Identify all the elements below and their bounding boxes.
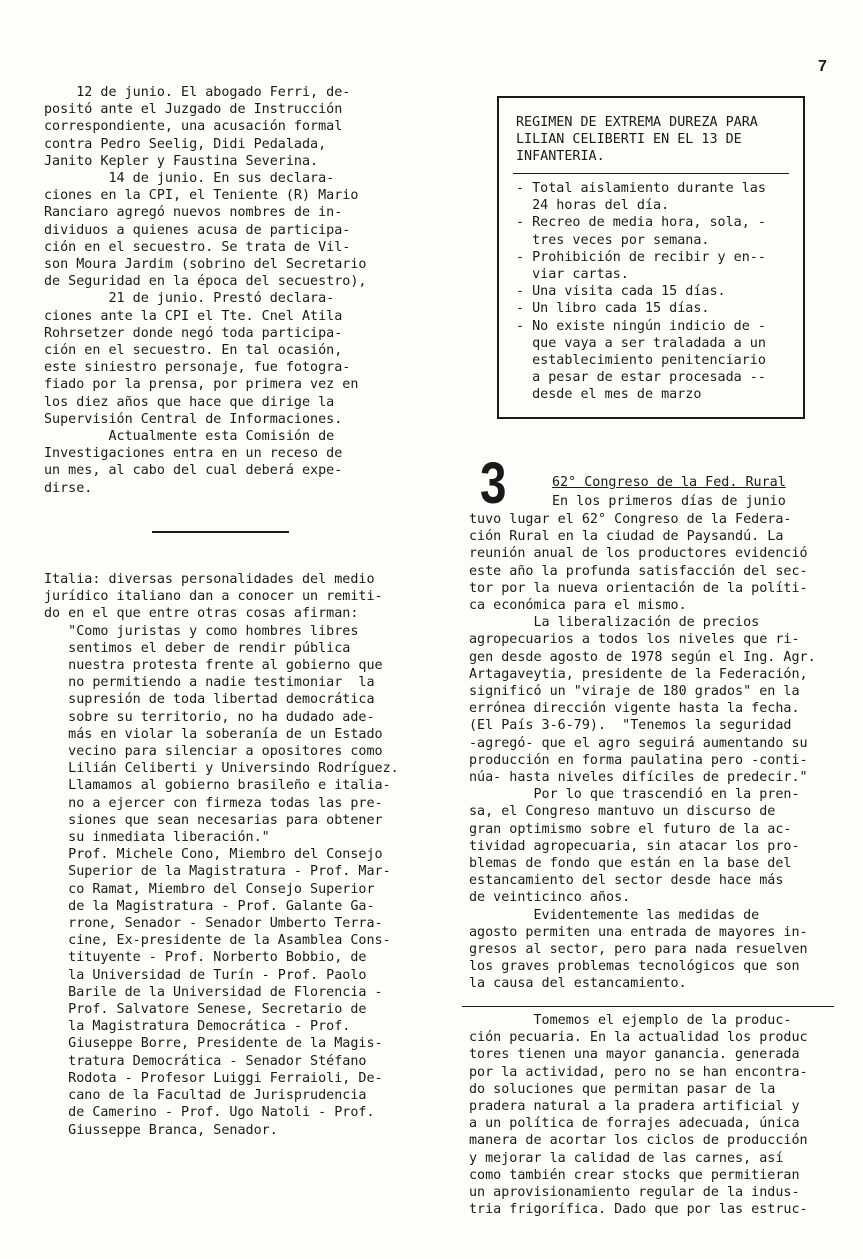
text-line: contra Pedro Seelig, Didi Pedalada, bbox=[44, 136, 327, 152]
text-line: nuestra protesta frente al gobierno que bbox=[44, 658, 383, 674]
text-line: "Como juristas y como hombres libres bbox=[44, 623, 359, 639]
text-line: de Seguridad en la época del secuestro), bbox=[44, 274, 367, 290]
text-line: Giuseppe Borre, Presidente de la Magis- bbox=[44, 1036, 383, 1052]
text-line: Evidentemente las medidas de bbox=[469, 907, 760, 923]
text-line: Rohrsetzer donde negó toda participa- bbox=[44, 325, 343, 341]
text-line: no a ejercer con firmeza todas las pre- bbox=[44, 795, 383, 811]
text-line: Superior de la Magistratura - Prof. Mar- bbox=[44, 864, 391, 880]
text-line: - Un libro cada 15 días. bbox=[516, 301, 710, 317]
text-line: errónea dirección vigente hasta la fecha. bbox=[469, 701, 800, 717]
text-line: vecino para silenciar a opositores como bbox=[44, 744, 383, 760]
text-line: co Ramat, Miembro del Consejo Superior bbox=[44, 881, 375, 897]
text-line: tividad agropecuaria, sin atacar los pro- bbox=[469, 838, 800, 854]
text-line: reunión anual de los productores evidenció bbox=[469, 546, 808, 562]
section-first-line: En los primeros días de junio bbox=[552, 494, 786, 509]
text-line: fiado por la prensa, por primera vez en bbox=[44, 377, 359, 393]
text-line: Giusseppe Branca, Senador. bbox=[44, 1122, 278, 1138]
text-line: La liberalización de precios bbox=[469, 615, 760, 631]
livestock-article-text bbox=[469, 1012, 808, 1218]
text-line: REGIMEN DE EXTREMA DUREZA PARA bbox=[516, 115, 758, 130]
text-line: pradera natural a la pradera artificial y bbox=[469, 1099, 800, 1115]
detention-regime-box bbox=[497, 96, 805, 419]
text-line: como también crear stocks que permitieran bbox=[469, 1167, 800, 1183]
text-line: un aprovisionamiento regular de la indus- bbox=[469, 1185, 800, 1201]
text-line: viar cartas. bbox=[516, 267, 629, 283]
text-line: dividuos a quienes acusa de participa- bbox=[44, 222, 351, 238]
text-line: núa- hasta niveles difíciles de predecir." bbox=[469, 770, 808, 786]
text-line: por la actividad, pero no se han encontra- bbox=[469, 1064, 808, 1080]
text-line: de la Magistratura - Prof. Galante Ga- bbox=[44, 898, 375, 914]
text-line: agropecuarios a todos los niveles que ri- bbox=[469, 632, 800, 648]
text-line: Barile de la Universidad de Florencia - bbox=[44, 984, 383, 1000]
text-line: Prof. Salvatore Senese, Secretario de bbox=[44, 1002, 367, 1018]
box-title-rule bbox=[513, 173, 789, 174]
text-line: ciones en la CPI, el Teniente (R) Mario bbox=[44, 188, 359, 204]
text-line: la Magistratura Democrática - Prof. bbox=[44, 1019, 351, 1035]
text-line: tres veces por semana. bbox=[516, 232, 710, 248]
text-line: ción en el secuestro. En tal ocasión, bbox=[44, 343, 343, 359]
text-line: INFANTERIA. bbox=[516, 149, 605, 165]
text-line: (El País 3-6-79). "Tenemos la seguridad bbox=[469, 718, 792, 734]
text-line: 24 horas del día. bbox=[516, 198, 670, 214]
text-line: -agregó- que el agro seguirá aumentando su bbox=[469, 735, 808, 751]
text-line: Actualmente esta Comisión de bbox=[44, 429, 335, 445]
text-line: do soluciones que permitan pasar de la bbox=[469, 1081, 776, 1097]
text-line: tituyente - Prof. Norberto Bobbio, de bbox=[44, 950, 367, 966]
text-line: de Camerino - Prof. Ugo Natoli - Prof. bbox=[44, 1105, 375, 1121]
text-line: supresión de toda libertad democrática bbox=[44, 692, 375, 708]
text-line: Artagaveytia, presidente de la Federación, bbox=[469, 666, 808, 682]
text-line: no permitiendo a nadie testimoniar la bbox=[44, 675, 375, 691]
text-line: siones que sean necesarias para obtener bbox=[44, 812, 383, 828]
box-item-list bbox=[516, 180, 766, 404]
text-line: a un política de forrajes adecuada, única bbox=[469, 1116, 800, 1132]
text-line: jurídico italiano dan a conocer un remiti- bbox=[44, 589, 383, 605]
text-line: los graves problemas tecnológicos que son bbox=[469, 959, 800, 975]
text-line: sobre su territorio, no ha dudado ade- bbox=[44, 709, 375, 725]
text-line: ción Rural en la ciudad de Paysandú. La bbox=[469, 529, 784, 545]
text-line: ción pecuaria. En la actualidad los produc bbox=[469, 1030, 808, 1046]
text-line: Lilián Celiberti y Universindo Rodríguez. bbox=[44, 761, 399, 777]
text-line: este siniestro personaje, fue fotogra- bbox=[44, 360, 351, 376]
text-line: este año la profunda satisfacción del sec- bbox=[469, 563, 808, 579]
text-line: Llamamos al gobierno brasileño e italia- bbox=[44, 778, 391, 794]
text-line: su inmediata liberación." bbox=[44, 830, 270, 846]
text-line: Rodota - Profesor Luiggi Ferraioli, De- bbox=[44, 1070, 383, 1086]
text-line: manera de acortar los ciclos de producción bbox=[469, 1133, 808, 1149]
text-line: gran optimismo sobre el futuro de la ac- bbox=[469, 821, 792, 837]
text-line: un mes, al cabo del cual deberá expe- bbox=[44, 463, 343, 479]
text-line: tor por la nueva orientación de la políti- bbox=[469, 580, 808, 596]
text-line: tria frigorífica. Dado que por las estruc- bbox=[469, 1202, 808, 1218]
text-line: sentimos el deber de rendir pública bbox=[44, 640, 351, 656]
text-line: dirse. bbox=[44, 480, 93, 496]
text-line: Supervisión Central de Informaciones. bbox=[44, 411, 343, 427]
text-line: a pesar de estar procesada -- bbox=[516, 370, 766, 386]
congress-article-text bbox=[469, 511, 816, 993]
text-line: gen desde agosto de 1978 según el Ing. Agr. bbox=[469, 649, 816, 665]
text-line: - No existe ningún indicio de - bbox=[516, 318, 766, 334]
text-line: más en violar la soberanía de un Estado bbox=[44, 726, 383, 742]
text-line: positó ante el Juzgado de Instrucción bbox=[44, 102, 343, 118]
text-line: estancamiento del sector desde hace más bbox=[469, 873, 784, 889]
text-line: Investigaciones entra en un receso de bbox=[44, 446, 343, 462]
text-line: tuvo lugar el 62° Congreso de la Federa- bbox=[469, 512, 792, 527]
text-line: - Prohibición de recibir y en-- bbox=[516, 249, 766, 265]
left-divider-rule bbox=[152, 531, 289, 533]
text-line: ción en el secuestro. Se trata de Vil- bbox=[44, 239, 351, 255]
text-line: - Una visita cada 15 días. bbox=[516, 284, 726, 300]
text-line: de veinticinco años. bbox=[469, 890, 631, 906]
text-line: correspondiente, una acusación formal bbox=[44, 119, 343, 135]
text-line: la causa del estancamiento. bbox=[469, 976, 687, 992]
text-line: son Moura Jardim (sobrino del Secretario bbox=[44, 257, 367, 273]
text-line: producción en forma paulatina pero -conti- bbox=[469, 752, 808, 768]
text-line: gresos al sector, pero para nada resuelven bbox=[469, 942, 808, 958]
text-line: la Universidad de Turín - Prof. Paolo bbox=[44, 967, 367, 983]
text-line: que vaya a ser traladada a un bbox=[516, 335, 766, 351]
text-line: 21 de junio. Prestó declara- bbox=[44, 291, 335, 307]
right-divider-rule bbox=[462, 1006, 834, 1007]
text-line: Prof. Michele Cono, Miembro del Consejo bbox=[44, 847, 383, 863]
page-number: 7 bbox=[818, 58, 827, 75]
text-line: Tomemos el ejemplo de la produc- bbox=[469, 1013, 792, 1028]
text-line: desde el mes de marzo bbox=[516, 387, 702, 403]
text-line: sa, el Congreso mantuvo un discurso de bbox=[469, 804, 776, 820]
text-line: Italia: diversas personalidades del medio bbox=[44, 572, 375, 587]
text-line: cine, Ex-presidente de la Asamblea Cons- bbox=[44, 933, 391, 949]
text-line: 12 de junio. El abogado Ferri, de- bbox=[44, 85, 351, 100]
text-line: 14 de junio. En sus declara- bbox=[44, 171, 335, 187]
text-line: rrone, Senador - Senador Umberto Terra- bbox=[44, 916, 383, 932]
text-line: los diez años que hace que dirige la bbox=[44, 394, 335, 410]
text-line: LILIAN CELIBERTI EN EL 13 DE bbox=[516, 132, 742, 148]
box-title bbox=[516, 114, 758, 166]
text-line: ca económica para el mismo. bbox=[469, 598, 687, 614]
section-heading: 62° Congreso de la Fed. Rural bbox=[552, 475, 786, 490]
italia-statement-text bbox=[44, 571, 399, 1139]
text-line: Janito Kepler y Faustina Severina. bbox=[44, 153, 319, 169]
text-line: tores tienen una mayor ganancia. generada bbox=[469, 1047, 800, 1063]
text-line: ciones ante la CPI el Tte. Cnel Atila bbox=[44, 308, 343, 324]
text-line: blemas de fondo que están en la base del bbox=[469, 856, 792, 872]
text-line: tratura Democrática - Senador Stéfano bbox=[44, 1053, 367, 1069]
text-line: do en el que entre otras cosas afirman: bbox=[44, 606, 359, 622]
text-line: y mejorar la calidad de las carnes, así bbox=[469, 1150, 784, 1166]
text-line: - Total aislamiento durante las bbox=[516, 181, 766, 196]
text-line: - Recreo de media hora, sola, - bbox=[516, 215, 766, 231]
text-line: agosto permiten una entrada de mayores in- bbox=[469, 924, 808, 940]
left-column-news-text bbox=[44, 84, 366, 497]
text-line: significó un "viraje de 180 grados" en la bbox=[469, 684, 800, 700]
text-line: Por lo que trascendió en la pren- bbox=[469, 787, 800, 803]
section-number: 3 bbox=[480, 451, 507, 516]
text-line: Ranciaro agregó nuevos nombres de in- bbox=[44, 205, 343, 221]
text-line: establecimiento penitenciario bbox=[516, 353, 766, 369]
text-line: cano de la Facultad de Jurisprudencia bbox=[44, 1088, 367, 1104]
